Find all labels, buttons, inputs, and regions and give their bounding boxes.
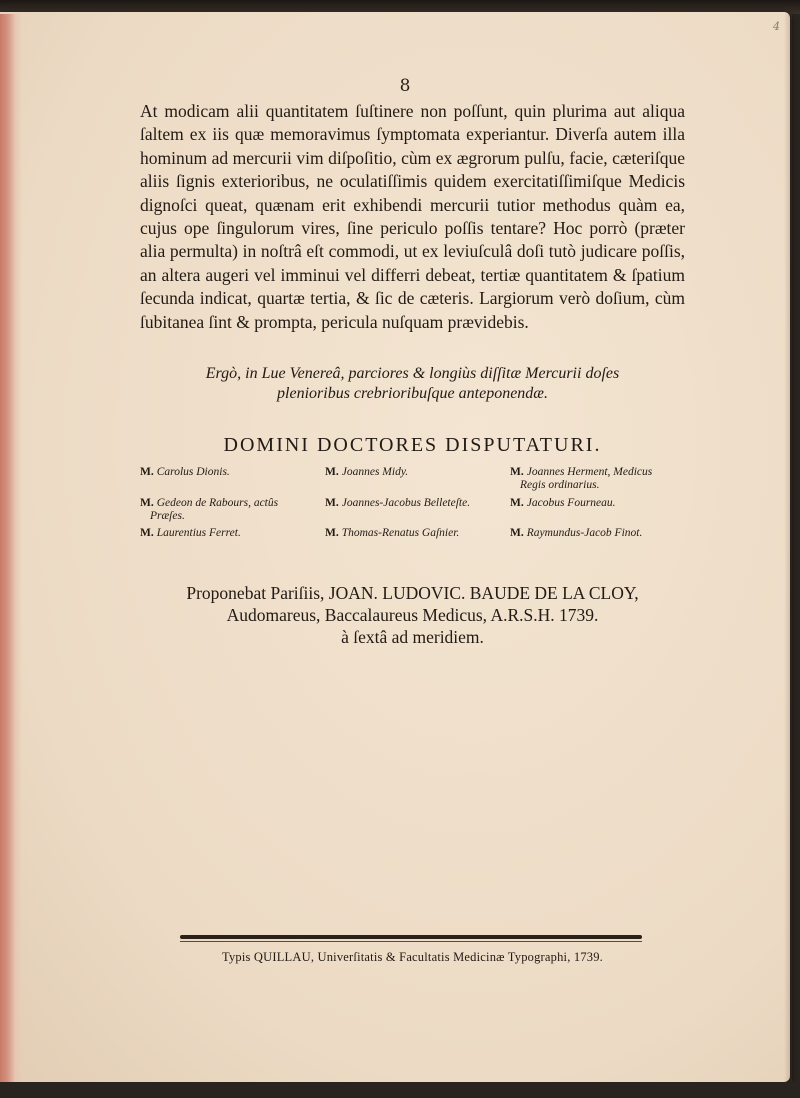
doctor-entry (325, 497, 510, 510)
doctor-name: Raymundus-Jacob Finot. (526, 527, 643, 539)
book-bottom-edge (0, 1082, 800, 1098)
corner-pencil-note: 4 (773, 20, 780, 33)
doctor-prefix: M. (140, 497, 154, 509)
proponebat-line-3: à ſextâ ad meridiem. (341, 627, 484, 647)
doctor-name: Joannes Midy. (341, 466, 409, 478)
doctor-entry (510, 466, 695, 492)
proponebat-line-2: Audomareus, Baccalaureus Medicus, A.R.S.H. 1739. (226, 605, 599, 625)
conclusion-line-1: Ergò, in Lue Venereâ, parciores & longiùs diſſitæ Mercurii doſes (205, 365, 620, 382)
conclusion (140, 364, 685, 404)
doctor-prefix: M. (140, 466, 154, 478)
page-right-edge (784, 14, 792, 1082)
doctor-entry (325, 527, 510, 540)
doctor-name: Laurentius Ferret. (156, 527, 241, 539)
conclusion-line-2: plenioribus crebrioribuſque anteponendæ. (277, 385, 548, 402)
doctor-prefix: M. (325, 466, 339, 478)
footer-rule (180, 935, 642, 939)
proponebat-line-1: Proponebat Pariſiis, JOAN. LUDOVIC. BAUDE DE LA CLOY, (186, 583, 639, 603)
doctor-prefix: M. (140, 527, 154, 539)
doctor-prefix: M. (510, 497, 524, 509)
page-number: 8 (399, 76, 411, 96)
doctor-prefix: M. (325, 497, 339, 509)
doctor-name: Joannes-Jacobus Belleteſte. (341, 497, 471, 509)
doctor-entry (510, 497, 695, 510)
section-heading: DOMINI DOCTORES DISPUTATURI. (223, 434, 602, 456)
proponebat-block (140, 582, 685, 648)
doctor-name: Jacobus Fourneau. (526, 497, 616, 509)
doctor-entry (510, 527, 695, 540)
footer-rule-thin (180, 941, 642, 942)
doctor-name: Gedeon de Rabours, actûs (156, 497, 279, 509)
body-paragraph: At modicam alii quantitatem ſuſtinere non poſſunt, quin plurima aut aliqua ſaltem ex iis quæ memoravimus ſymptomata experiantur. Diverſa autem illa hominum ad mercurii vim diſpoſitio, cùm ex ægrorum pulſu, facie, cæteriſque aliis ſignis exterioribus, ne oculatiſſimis quidem exercitatiſſimiſque Medicis dignoſci queat, quænam erit exhibendi mercurii tutior methodus quàm ea, cujus ope ſingulorum vires, ſine periculo poſſis tentare? Hoc porrò (præter alia permulta) in noſtrâ eſt commodi, ut ex leviuſculâ doſi tutò judicare poſſis, an altera augeri vel imminui vel differri debeat, tertiæ quantitatem & ſpatium ſecunda indicat, quartæ tertia, & ſic de cæteris. Largiorum verò doſium, cùm ſubitanea ſint & prompta, pericula nuſquam prævidebis. (140, 101, 685, 332)
doctor-title: Regis ordinarius. (520, 479, 600, 491)
doctor-entry (140, 466, 325, 479)
doctor-name: Carolus Dionis. (156, 466, 230, 478)
doctor-entry (325, 466, 510, 479)
page-left-edge (0, 14, 22, 1082)
doctor-entry (140, 527, 325, 540)
doctor-name: Joannes Herment, Medicus (526, 466, 653, 478)
doctor-entry (140, 497, 325, 523)
doctor-prefix: M. (325, 527, 339, 539)
doctor-title: Præſes. (150, 510, 185, 522)
printer-imprint: Typis QUILLAU, Univerſitatis & Facultatis Medicinæ Typographi, 1739. (221, 950, 604, 964)
doctor-prefix: M. (510, 527, 524, 539)
doctor-prefix: M. (510, 466, 524, 478)
doctor-name: Thomas-Renatus Gaſnier. (341, 527, 460, 539)
